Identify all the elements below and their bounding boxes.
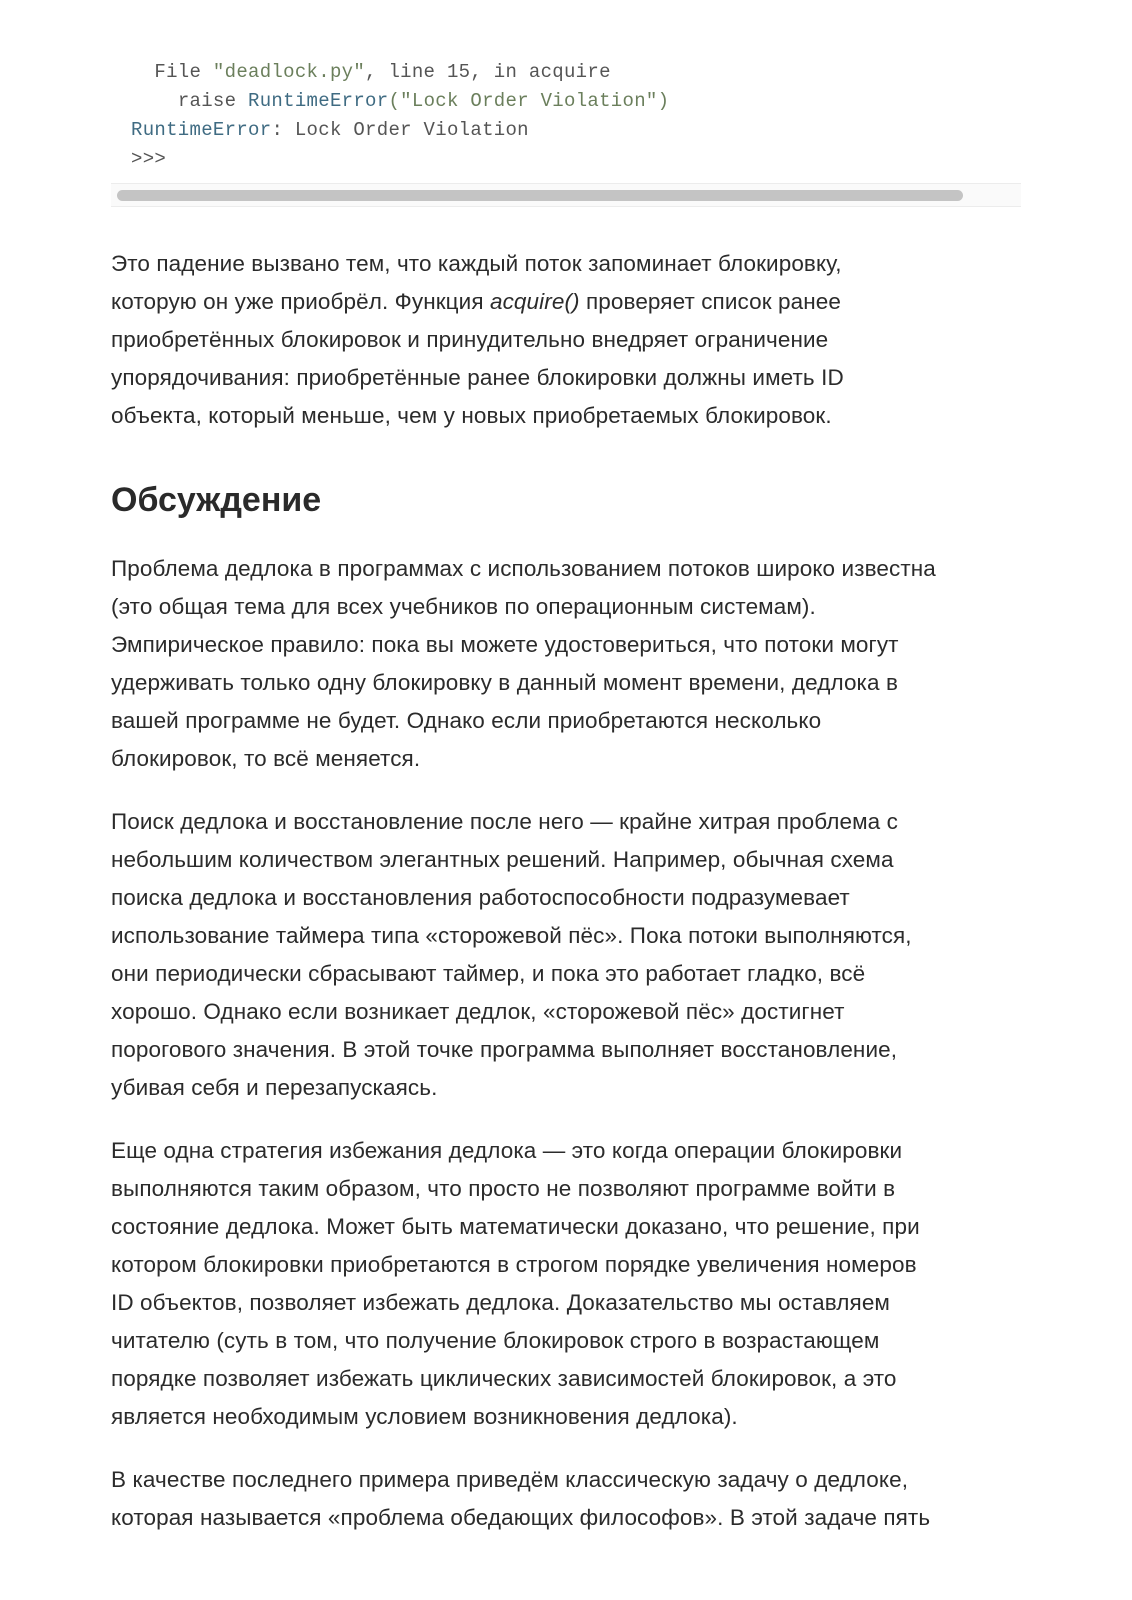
text-line: (это общая тема для всех учебников по операционным системам). [111,594,816,619]
code-block [111,58,1021,208]
code-token: File [154,61,213,83]
text-line: вашей программе не будет. Однако если приобретаются несколько [111,708,822,733]
paragraph-3 [111,803,1021,1107]
text-line [111,283,1021,321]
text-line: Эмпирическое правило: пока вы можете удостовериться, что потоки могут [111,632,899,657]
text-span: которую он уже приобрёл. Функция [111,289,490,314]
text-line: выполняются таким образом, что просто не позволяют программе войти в [111,1176,896,1201]
text-line: блокировок, то всё меняется. [111,746,421,771]
text-line: порядке позволяет избежать циклических зависимостей блокировок, а это [111,1366,897,1391]
text-line: котором блокировки приобретаются в строгом порядке увеличения номеров [111,1252,917,1277]
code-output [111,58,1021,174]
paragraph-5 [111,1461,1021,1537]
code-line-4 [131,145,1021,174]
text-line: приобретённых блокировок и принудительно внедряет ограничение [111,327,829,352]
scrollbar-thumb[interactable] [117,190,963,201]
paragraph-1 [111,245,1021,435]
code-token: , line 15, in acquire [365,61,611,83]
text-line: поиска дедлока и восстановления работоспособности подразумевает [111,885,850,910]
paragraph-4 [111,1132,1021,1436]
text-line: состояние дедлока. Может быть математически доказано, что решение, при [111,1214,920,1239]
text-line: порогового значения. В этой точке программа выполняет восстановление, [111,1037,898,1062]
text-line: Еще одна стратегия избежания дедлока — это когда операции блокировки [111,1138,903,1163]
code-token: raise [177,90,249,112]
code-token: : Lock Order Violation [271,119,529,141]
function-name: acquire() [489,289,580,314]
page [111,0,1021,1537]
code-line-3 [131,116,1021,145]
text-span: проверяет список ранее [579,289,841,314]
text-line: Проблема дедлока в программах с использованием потоков широко известна [111,556,936,581]
paragraph-2 [111,550,1021,778]
code-token: "deadlock.py" [212,61,366,83]
text-line: удерживать только одну блокировку в данный момент времени, дедлока в [111,670,899,695]
text-line: является необходимым условием возникновения дедлока). [111,1404,738,1429]
text-line: они периодически сбрасывают таймер, и пока это работает гладко, всё [111,961,866,986]
text-line: небольшим количеством элегантных решений. Например, обычная схема [111,847,894,872]
text-line: В качестве последнего примера приведём классическую задачу о дедлоке, [111,1467,909,1492]
horizontal-scrollbar[interactable] [111,183,1021,207]
text-line: использование таймера типа «сторожевой пёс». Пока потоки выполняются, [111,923,912,948]
code-token: >>> [131,148,167,170]
text-line: хорошо. Однако если возникает дедлок, «сторожевой пёс» достигнет [111,999,845,1024]
code-token: ("Lock Order Violation") [388,90,670,112]
section-heading: Обсуждение [111,481,322,519]
text-line: Это падение вызвано тем, что каждый поток запоминает блокировку, [111,251,842,276]
code-line-1 [131,58,1021,87]
text-line: читателю (суть в том, что получение блокировок строго в возрастающем [111,1328,880,1353]
code-line-2 [131,87,1021,116]
text-line: убивая себя и перезапускаясь. [111,1075,438,1100]
text-line: Поиск дедлока и восстановление после него — крайне хитрая проблема с [111,809,898,834]
text-line: упорядочивания: приобретённые ранее блокировки должны иметь ID [111,365,844,390]
code-token: RuntimeError [248,90,389,112]
text-line: ID объектов, позволяет избежать дедлока. Доказательство мы оставляем [111,1290,890,1315]
code-token: RuntimeError [131,119,272,141]
text-line: которая называется «проблема обедающих философов». В этой задаче пять [111,1505,931,1530]
text-line: объекта, который меньше, чем у новых приобретаемых блокировок. [111,403,832,428]
